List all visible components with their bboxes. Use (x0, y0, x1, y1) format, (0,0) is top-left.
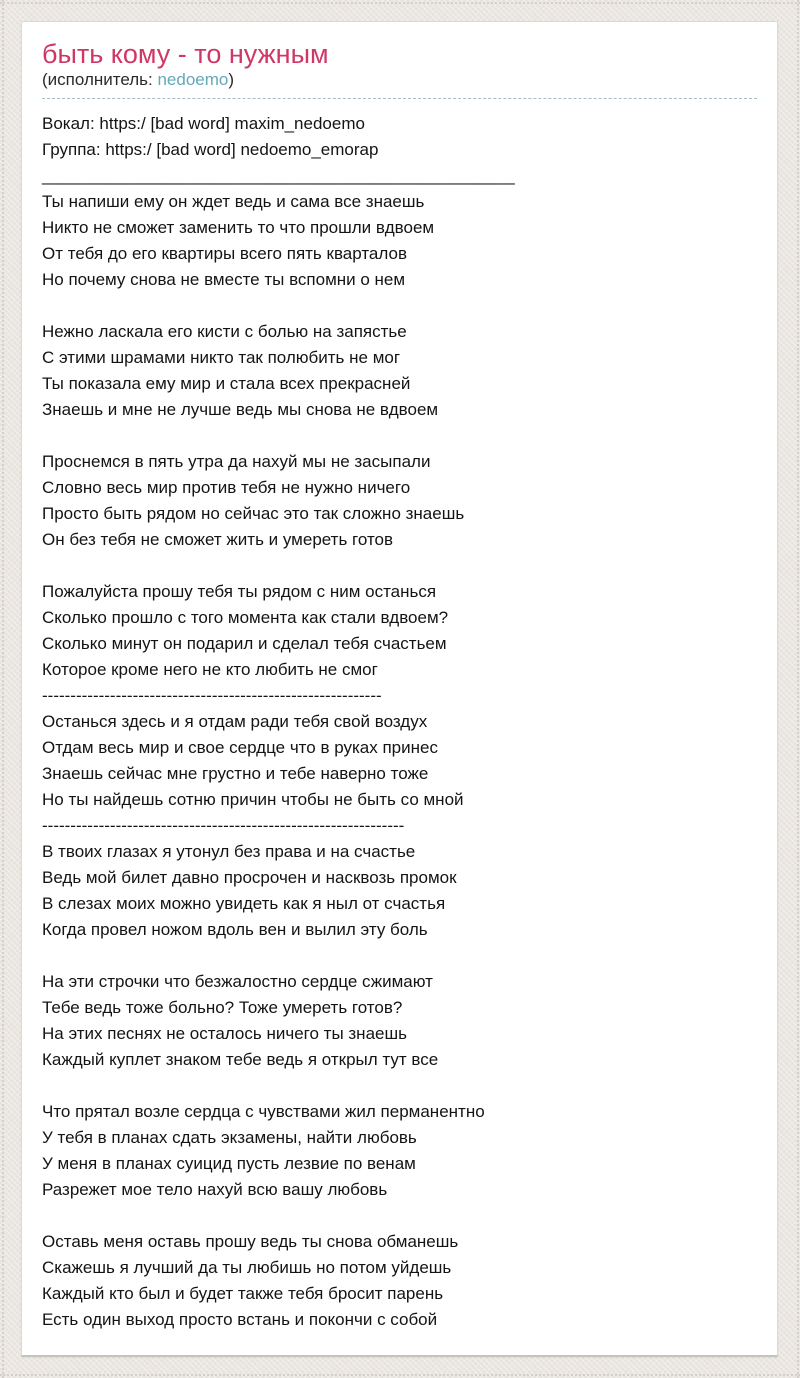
artist-label-prefix: (исполнитель: (42, 70, 158, 89)
lyrics-card (21, 21, 778, 1357)
lyric-blank-line (42, 293, 757, 319)
artist-line (42, 69, 757, 99)
lyric-blank-line (42, 423, 757, 449)
lyric-line: Никто не сможет заменить то что прошли вдвоем (42, 218, 435, 237)
separator-line: ---------------------------------------------------------------- (42, 816, 405, 835)
lyric-line: Останься здесь и я отдам ради тебя свой воздух (42, 712, 428, 731)
lyric-line: На этих песнях не осталось ничего ты знаешь (42, 1024, 407, 1043)
lyric-blank-line (42, 943, 757, 969)
lyric-line: От тебя до его квартиры всего пять кварталов (42, 244, 407, 263)
lyric-line: Знаешь и мне не лучше ведь мы снова не вдвоем (42, 400, 439, 419)
lyric-line: Но ты найдешь сотню причин чтобы не быть со мной (42, 790, 464, 809)
background-stitch-left (2, 0, 4, 1378)
lyric-line: Тебе ведь тоже больно? Тоже умереть готов? (42, 998, 403, 1017)
lyric-line: Пожалуйста прошу тебя ты рядом с ним останься (42, 582, 437, 601)
lyric-line: На эти строчки что безжалостно сердце сжимают (42, 972, 433, 991)
lyric-line: Нежно ласкала его кисти с болью на запястье (42, 322, 407, 341)
lyric-line: У меня в планах суицид пусть лезвие по венам (42, 1154, 416, 1173)
lyric-line: С этими шрамами никто так полюбить не мог (42, 348, 401, 367)
background-stitch-bottom (0, 1374, 800, 1376)
lyric-line: Которое кроме него не кто любить не смог (42, 660, 378, 679)
lyric-line: Словно весь мир против тебя не нужно ничего (42, 478, 411, 497)
lyric-line: Ты показала ему мир и стала всех прекрасней (42, 374, 411, 393)
lyric-blank-line (42, 553, 757, 579)
background-stitch-right (797, 0, 799, 1378)
lyric-line: Он без тебя не сможет жить и умереть готов (42, 530, 394, 549)
lyrics (42, 111, 757, 1333)
song-title: быть кому - то нужным (42, 39, 329, 69)
lyric-line: Группа: https:/ [bad word] nedoemo_emorap (42, 140, 379, 159)
separator-line: __________________________________________________ (42, 166, 515, 185)
artist-link[interactable]: nedoemo (157, 70, 229, 89)
separator-line: ------------------------------------------------------------ (42, 686, 382, 705)
lyric-line: В слезах моих можно увидеть как я ныл от счастья (42, 894, 446, 913)
lyric-line: Вокал: https:/ [bad word] maxim_nedoemo (42, 114, 365, 133)
lyric-line: Сколько прошло с того момента как стали вдвоем? (42, 608, 449, 627)
lyric-line: Каждый кто был и будет также тебя бросит парень (42, 1284, 444, 1303)
lyric-line: Ты напиши ему он ждет ведь и сама все знаешь (42, 192, 425, 211)
lyric-line: Есть один выход просто встань и покончи с собой (42, 1310, 438, 1329)
lyric-blank-line (42, 1073, 757, 1099)
lyric-blank-line (42, 1203, 757, 1229)
lyric-line: Но почему снова не вместе ты вспомни о нем (42, 270, 406, 289)
lyric-line: Оставь меня оставь прошу ведь ты снова обманешь (42, 1232, 459, 1251)
lyric-line: У тебя в планах сдать экзамены, найти любовь (42, 1128, 417, 1147)
lyric-line: Разрежет мое тело нахуй всю вашу любовь (42, 1180, 388, 1199)
lyric-line: Что прятал возле сердца с чувствами жил перманентно (42, 1102, 485, 1121)
lyric-line: В твоих глазах я утонул без права и на счастье (42, 842, 416, 861)
lyric-line: Проснемся в пять утра да нахуй мы не засыпали (42, 452, 431, 471)
lyric-line: Ведь мой билет давно просрочен и насквозь промок (42, 868, 457, 887)
lyric-line: Просто быть рядом но сейчас это так сложно знаешь (42, 504, 465, 523)
lyric-line: Когда провел ножом вдоль вен и вылил эту боль (42, 920, 428, 939)
background-stitch-top (0, 2, 800, 4)
lyric-line: Скажешь я лучший да ты любишь но потом уйдешь (42, 1258, 452, 1277)
artist-label-suffix: ) (228, 70, 235, 89)
lyric-line: Сколько минут он подарил и сделал тебя счастьем (42, 634, 447, 653)
lyric-line: Знаешь сейчас мне грустно и тебе наверно тоже (42, 764, 429, 783)
lyric-line: Каждый куплет знаком тебе ведь я открыл тут все (42, 1050, 439, 1069)
lyric-line: Отдам весь мир и свое сердце что в руках принес (42, 738, 438, 757)
